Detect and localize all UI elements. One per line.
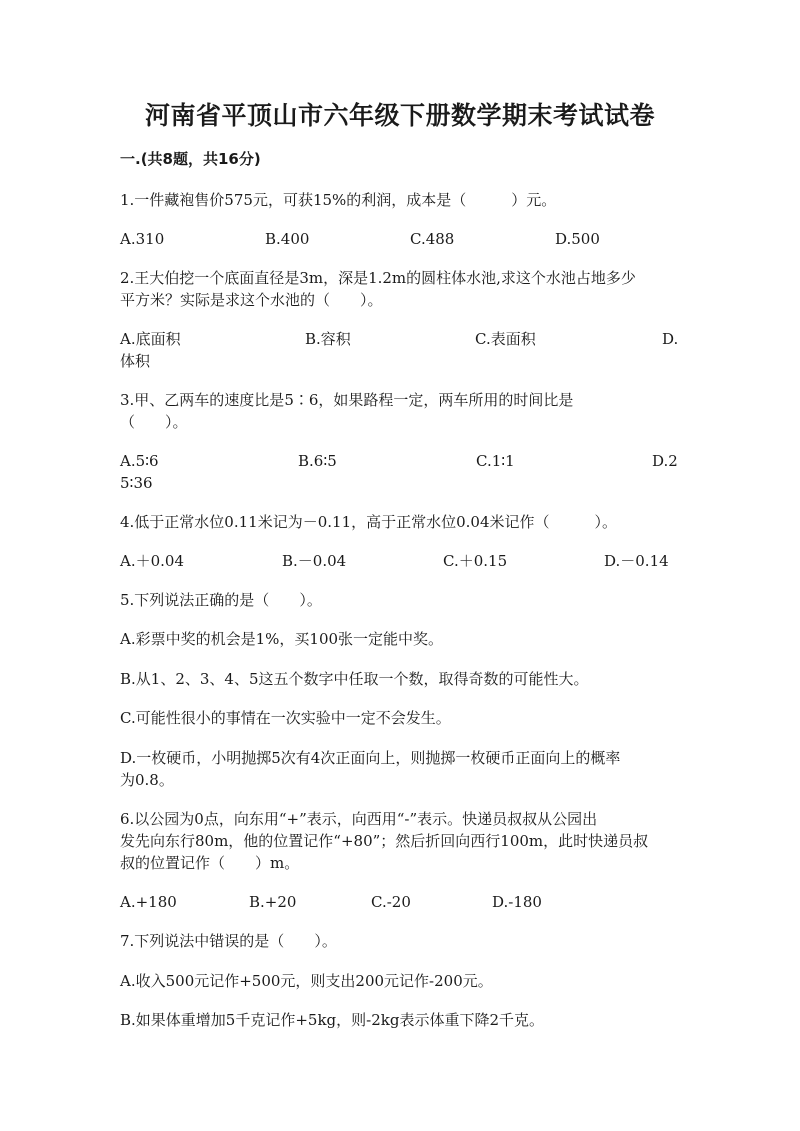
question-2-option-b: B.容积 xyxy=(305,330,351,348)
question-4-option-b: B.－0.04 xyxy=(282,552,347,570)
question-5-option-d-line-2: 为0.8。 xyxy=(120,771,174,789)
question-7-stem: 7.下列说法中错误的是（ ）。 xyxy=(120,932,337,950)
question-3-option-d-continued: 5∶36 xyxy=(120,474,153,492)
question-1-option-b: B.400 xyxy=(265,230,310,248)
question-4-option-d: D.－0.14 xyxy=(604,552,669,570)
question-3-stem-line-1: 3.甲、乙两车的速度比是5∶6，如果路程一定，两车所用的时间比是 xyxy=(120,391,574,409)
question-3-option-b: B.6∶5 xyxy=(298,452,337,470)
question-7-option-a: A.收入500元记作+500元，则支出200元记作-200元。 xyxy=(120,972,493,990)
question-1-option-a: A.310 xyxy=(120,230,165,248)
question-3-stem-line-2: （ ）。 xyxy=(120,413,188,431)
question-5-option-a: A.彩票中奖的机会是1%，买100张一定能中奖。 xyxy=(120,630,444,648)
question-2-option-a: A.底面积 xyxy=(120,330,181,348)
question-1-stem: 1.一件藏袍售价575元，可获15%的利润，成本是（ ）元。 xyxy=(120,191,557,209)
question-6-stem-line-3: 叔的位置记作（ ）m。 xyxy=(120,854,300,872)
question-3-option-d: D.2 xyxy=(652,452,678,470)
exam-title: 河南省平顶山市六年级下册数学期末考试试卷 xyxy=(144,101,655,130)
question-7-option-b: B.如果体重增加5千克记作+5kg，则-2kg表示体重下降2千克。 xyxy=(120,1011,544,1029)
question-3-option-a: A.5∶6 xyxy=(120,452,159,470)
question-6-stem-line-2: 发先向东行80m，他的位置记作“+80”；然后折回向西行100m，此时快递员叔 xyxy=(120,832,649,850)
question-5-option-b: B.从1、2、3、4、5这五个数字中任取一个数，取得奇数的可能性大。 xyxy=(120,670,589,688)
question-2-stem-line-2: 平方米？实际是求这个水池的（ ）。 xyxy=(120,291,383,309)
question-5-stem: 5.下列说法正确的是（ ）。 xyxy=(120,591,322,609)
question-4-option-c: C.＋0.15 xyxy=(443,552,508,570)
question-1-option-c: C.488 xyxy=(410,230,455,248)
question-2-stem-line-1: 2.王大伯挖一个底面直径是3m，深是1.2m的圆柱体水池,求这个水池占地多少 xyxy=(120,269,636,287)
question-4-option-a: A.＋0.04 xyxy=(120,552,184,570)
question-2-option-c: C.表面积 xyxy=(475,330,536,348)
section-heading: 一.(共8题，共16分) xyxy=(120,150,261,168)
question-2-option-d: D. xyxy=(662,330,679,348)
question-6-option-b: B.+20 xyxy=(249,893,297,911)
question-6-option-c: C.-20 xyxy=(371,893,411,911)
question-4-stem: 4.低于正常水位0.11米记为－0.11，高于正常水位0.04米记作（ ）。 xyxy=(120,513,618,531)
question-1-option-d: D.500 xyxy=(555,230,600,248)
question-5-option-c: C.可能性很小的事情在一次实验中一定不会发生。 xyxy=(120,709,451,727)
question-3-option-c: C.1∶1 xyxy=(476,452,515,470)
question-2-option-d-continued: 体积 xyxy=(120,352,151,370)
question-6-option-d: D.-180 xyxy=(492,893,542,911)
question-6-option-a: A.+180 xyxy=(120,893,177,911)
question-6-stem-line-1: 6.以公园为0点，向东用“+”表示，向西用“-”表示。快递员叔叔从公园出 xyxy=(120,810,598,828)
question-5-option-d-line-1: D.一枚硬币，小明抛掷5次有4次正面向上，则抛掷一枚硬币正面向上的概率 xyxy=(120,749,621,767)
